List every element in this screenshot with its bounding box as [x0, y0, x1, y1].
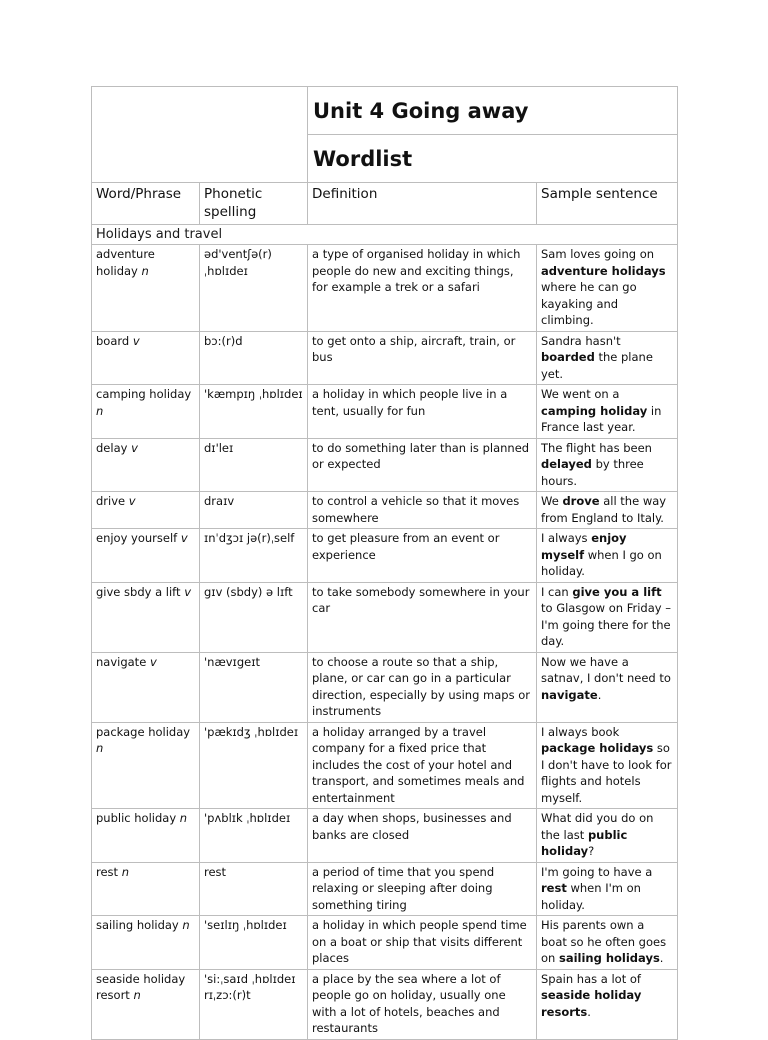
part-of-speech: n: [133, 988, 141, 1002]
sentence-text: .: [587, 1004, 591, 1019]
sentence-keyword: enjoy myself: [541, 531, 627, 562]
sentence-text: where he can go kayaking and climbing.: [541, 280, 637, 327]
word-text: sailing holiday: [96, 918, 183, 932]
page-title: Unit 4 Going away: [308, 87, 678, 135]
word-text: give sbdy a lift: [96, 584, 185, 599]
word-text: rest: [96, 864, 122, 879]
blank-cell: [92, 87, 308, 183]
column-header-word: Word/Phrase: [92, 183, 200, 225]
word-cell: [92, 245, 200, 332]
word-cell: [92, 438, 200, 492]
sentence-keyword: navigate: [541, 687, 598, 702]
sentence-text: .: [597, 687, 602, 702]
definition-cell: a holiday in which people live in a tent, usually for fun: [308, 385, 537, 439]
section-row: [92, 225, 678, 245]
sentence-text: Spain has a lot of: [541, 971, 641, 986]
wordlist-table: [91, 86, 678, 1040]
table-row: [92, 582, 678, 652]
table-row: [92, 529, 678, 583]
sentence-text: when I go on holiday.: [541, 547, 662, 578]
phonetic-cell: draɪv: [200, 492, 308, 529]
word-text: navigate: [96, 654, 150, 669]
table-row: [92, 385, 678, 439]
sentence-text: We: [541, 494, 563, 508]
part-of-speech: v: [184, 584, 191, 599]
sentence-text: the plane yet.: [541, 350, 653, 381]
sentence-keyword: rest: [541, 881, 567, 895]
sentence-text: so I don't have to look for flights and hotels myself.: [541, 741, 672, 805]
phonetic-cell: 'si:ˌsaɪd ˌhɒlɪdeɪ rɪˌzɔ:(r)t: [200, 969, 308, 1039]
definition-cell: to choose a route so that a ship, plane, or car can go in a particular direction, especially by using maps or instruments: [308, 652, 537, 722]
definition-cell: a type of organised holiday in which people do new and exciting things, for example a trek or a safari: [308, 245, 537, 332]
word-cell: [92, 492, 200, 529]
table-row: [92, 438, 678, 492]
sentence-cell: [537, 438, 678, 492]
definition-cell: a holiday in which people spend time on a boat or ship that visits different places: [308, 916, 537, 970]
phonetic-cell: gɪv (sbdy) ə lɪft: [200, 582, 308, 652]
word-cell: [92, 385, 200, 439]
part-of-speech: v: [131, 440, 138, 455]
sentence-text: in France last year.: [541, 403, 662, 434]
column-header-phonetic: Phonetic spelling: [200, 183, 308, 225]
sentence-text: I'm going to have a: [541, 864, 653, 879]
part-of-speech: v: [180, 531, 188, 545]
title-row: [92, 87, 678, 135]
sentence-text: What did you do on the last: [541, 811, 654, 842]
sentence-keyword: sailing holidays: [558, 951, 660, 965]
definition-cell: to control a vehicle so that it moves somewhere: [308, 492, 537, 529]
word-text: adventure holiday: [96, 247, 155, 278]
part-of-speech: v: [149, 654, 157, 669]
sentence-cell: [537, 245, 678, 332]
part-of-speech: n: [141, 263, 149, 278]
sentence-cell: [537, 809, 678, 863]
sentence-text: I can: [541, 584, 573, 599]
definition-cell: a holiday arranged by a travel company for a fixed price that includes the cost of your hotel and transport, and sometimes meals and entertainment: [308, 722, 537, 809]
table-row: [92, 331, 678, 385]
sentence-keyword: boarded: [541, 350, 595, 364]
word-cell: [92, 969, 200, 1039]
word-cell: [92, 809, 200, 863]
word-text: package holiday: [96, 724, 191, 739]
part-of-speech: n: [96, 403, 104, 418]
definition-cell: a day when shops, businesses and banks are closed: [308, 809, 537, 863]
sentence-text: all the way from England to Italy.: [541, 494, 667, 525]
word-text: seaside holiday resort: [96, 971, 186, 1002]
word-cell: [92, 862, 200, 916]
sentence-text: .: [659, 951, 664, 965]
sentence-cell: [537, 582, 678, 652]
word-text: board: [96, 333, 133, 348]
sentence-text: Sam loves going on: [541, 247, 655, 261]
sentence-cell: [537, 652, 678, 722]
sentence-keyword: public holiday: [541, 827, 628, 858]
sentence-cell: [537, 969, 678, 1039]
sentence-text: to Glasgow on Friday – I'm going there for the day.: [541, 601, 671, 648]
sentence-text: His parents own a boat so he often goes on: [541, 918, 667, 965]
sentence-keyword: package holidays: [541, 741, 654, 755]
sentence-keyword: adventure holidays: [541, 263, 666, 278]
phonetic-cell: ɪnˈdʒɔɪ jə(r)ˌself: [200, 529, 308, 583]
column-header-sentence: Sample sentence: [537, 183, 678, 225]
phonetic-cell: 'kæmpɪŋ ˌhɒlɪdeɪ: [200, 385, 308, 439]
section-heading: Holidays and travel: [92, 225, 678, 245]
table-row: [92, 862, 678, 916]
sentence-cell: [537, 331, 678, 385]
column-header-definition: Definition: [308, 183, 537, 225]
definition-cell: to take somebody somewhere in your car: [308, 582, 537, 652]
phonetic-cell: dɪ'leɪ: [200, 438, 308, 492]
definition-cell: to get onto a ship, aircraft, train, or bus: [308, 331, 537, 385]
table-row: [92, 722, 678, 809]
part-of-speech: n: [182, 918, 190, 932]
word-cell: [92, 722, 200, 809]
word-text: delay: [96, 440, 132, 455]
definition-cell: to do something later than is planned or expected: [308, 438, 537, 492]
sentence-cell: [537, 492, 678, 529]
word-cell: [92, 652, 200, 722]
word-text: public holiday: [96, 811, 180, 825]
sentence-text: ?: [588, 844, 595, 858]
sentence-cell: [537, 862, 678, 916]
phonetic-cell: 'pʌblɪk ˌhɒlɪdeɪ: [200, 809, 308, 863]
sentence-keyword: seaside holiday resorts: [541, 988, 642, 1019]
table-row: [92, 809, 678, 863]
sentence-text: We went on a: [541, 387, 620, 401]
word-cell: [92, 331, 200, 385]
sentence-text: by three hours.: [541, 457, 644, 488]
part-of-speech: n: [179, 811, 188, 825]
wordlist-sheet: [91, 86, 677, 1040]
definition-cell: to get pleasure from an event or experience: [308, 529, 537, 583]
sentence-cell: [537, 916, 678, 970]
definition-cell: a period of time that you spend relaxing or sleeping after doing something tiring: [308, 862, 537, 916]
phonetic-cell: 'pækɪdʒ ˌhɒlɪdeɪ: [200, 722, 308, 809]
definition-cell: a place by the sea where a lot of people go on holiday, usually one with a lot of hotels, beaches and restaurants: [308, 969, 537, 1039]
sentence-keyword: drove: [562, 494, 600, 508]
word-cell: [92, 582, 200, 652]
phonetic-cell: 'nævɪgeɪt: [200, 652, 308, 722]
sentence-cell: [537, 385, 678, 439]
phonetic-cell: əd'ventʃə(r) ˌhɒlɪdeɪ: [200, 245, 308, 332]
part-of-speech: v: [132, 333, 140, 348]
column-header-row: [92, 183, 678, 225]
table-row: [92, 916, 678, 970]
word-text: drive: [96, 494, 129, 508]
page-subtitle: Wordlist: [308, 135, 678, 183]
sentence-text: Now we have a satnav, I don't need to: [541, 654, 671, 685]
phonetic-cell: bɔ:(r)d: [200, 331, 308, 385]
sentence-text: Sandra hasn't: [541, 333, 621, 348]
sentence-keyword: give you a lift: [572, 584, 662, 599]
table-row: [92, 652, 678, 722]
word-cell: [92, 916, 200, 970]
table-row: [92, 245, 678, 332]
table-row: [92, 969, 678, 1039]
phonetic-cell: 'seɪlɪŋ ˌhɒlɪdeɪ: [200, 916, 308, 970]
part-of-speech: n: [121, 864, 130, 879]
sentence-keyword: delayed: [541, 457, 592, 471]
part-of-speech: n: [96, 741, 104, 755]
word-text: enjoy yourself: [96, 531, 181, 545]
word-text: camping holiday: [96, 387, 192, 401]
table-row: [92, 492, 678, 529]
sentence-text: I always book: [541, 724, 620, 739]
sentence-text: I always: [541, 531, 592, 545]
sentence-text: The flight has been: [541, 440, 652, 455]
sentence-cell: [537, 722, 678, 809]
phonetic-cell: rest: [200, 862, 308, 916]
sentence-keyword: camping holiday: [541, 403, 648, 418]
word-cell: [92, 529, 200, 583]
sentence-text: when I'm on holiday.: [541, 881, 641, 912]
sentence-cell: [537, 529, 678, 583]
part-of-speech: v: [128, 494, 136, 508]
